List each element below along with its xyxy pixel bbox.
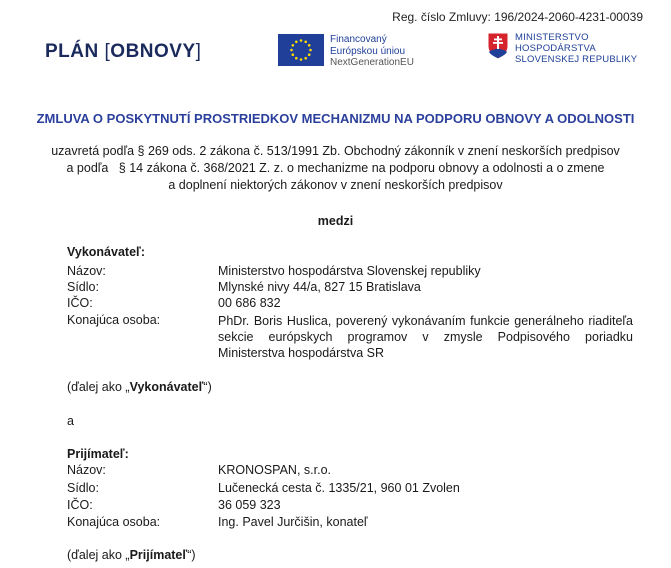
provider-person: PhDr. Boris Huslica, poverený vykonávaním funkcie generálneho riaditeľa sekcie európskych programov v zmysle Podpisového poriadku Ministerstva hospodárstva SR: [218, 314, 633, 360]
recipient-ico-label: IČO:: [67, 498, 93, 512]
ministry-logo: [487, 32, 637, 65]
plan-logo-left-bracket: [: [104, 41, 111, 62]
recipient-ref-name: Prijímateľ: [129, 548, 188, 562]
contract-subtitle: [0, 143, 671, 194]
provider-ref-name: Vykonávateľ: [129, 380, 204, 394]
registration-number: Reg. číslo Zmluvy: 196/2024-2060-4231-00039: [392, 10, 643, 24]
recipient-seat-label: Sídlo:: [67, 481, 99, 495]
eu-logo-line2: Európskou úniou: [330, 45, 406, 57]
eu-flag-icon: [278, 34, 324, 66]
ministry-logo-line1: MINISTERSTVO: [515, 32, 589, 43]
recipient-ico: 36 059 323: [218, 498, 281, 512]
provider-name: Ministerstvo hospodárstva Slovenskej republiky: [218, 264, 481, 278]
contract-title: ZMLUVA O POSKYTNUTÍ PROSTRIEDKOV MECHANIZMU NA PODPORU OBNOVY A ODOLNOSTI: [36, 111, 635, 126]
subtitle-line-1: uzavretá podľa § 269 ods. 2 zákona č. 513/1991 Zb. Obchodný zákonník v znení neskorších predpisov: [51, 144, 620, 158]
provider-ref-prefix: (ďalej ako „: [67, 380, 130, 394]
provider-ref-suffix: “): [203, 380, 212, 394]
ministry-logo-line3: SLOVENSKEJ REPUBLIKY: [515, 54, 638, 65]
plan-obnovy-logo: [45, 41, 201, 63]
plan-logo-word1: PLÁN: [45, 41, 99, 62]
recipient-name-label: Názov:: [67, 463, 106, 477]
provider-person-label: Konajúca osoba:: [67, 313, 161, 327]
recipient-reference: [67, 548, 196, 562]
recipient-heading: Prijímateľ:: [67, 447, 129, 461]
plan-logo-word2: OBNOVY: [110, 41, 196, 62]
recipient-seat: Lučenecká cesta č. 1335/21, 960 01 Zvolen: [218, 481, 460, 495]
subtitle-line-2: a podľa § 14 zákona č. 368/2021 Z. z. o mechanizme na podporu obnovy a odolnosti a o zmene: [66, 161, 605, 175]
slovak-coat-of-arms-icon: [487, 32, 509, 60]
plan-logo-right-bracket: ]: [195, 41, 202, 62]
provider-reference: [67, 380, 212, 394]
ministry-logo-line2: HOSPODÁRSTVA: [515, 43, 596, 54]
recipient-ref-suffix: “): [187, 548, 196, 562]
subtitle-line-3: a doplnení niektorých zákonov v znení neskorších predpisov: [168, 178, 503, 192]
eu-logo-line1: Financovaný: [330, 34, 387, 45]
provider-seat: Mlynské nivy 44/a, 827 15 Bratislava: [218, 280, 421, 294]
provider-name-label: Názov:: [67, 264, 106, 278]
provider-ico-label: IČO:: [67, 296, 93, 310]
recipient-person-label: Konajúca osoba:: [67, 515, 161, 529]
recipient-person: Ing. Pavel Jurčišin, konateľ: [218, 515, 368, 529]
eu-logo-line3: NextGenerationEU: [330, 57, 414, 68]
recipient-name: KRONOSPAN, s.r.o.: [218, 463, 331, 477]
between-label: medzi: [317, 214, 354, 228]
provider-ico: 00 686 832: [218, 296, 281, 310]
provider-heading: Vykonávateľ:: [67, 245, 145, 259]
eu-funding-logo: [278, 34, 414, 69]
recipient-ref-prefix: (ďalej ako „: [67, 548, 130, 562]
provider-seat-label: Sídlo:: [67, 280, 99, 294]
conjunction: a: [67, 414, 74, 428]
